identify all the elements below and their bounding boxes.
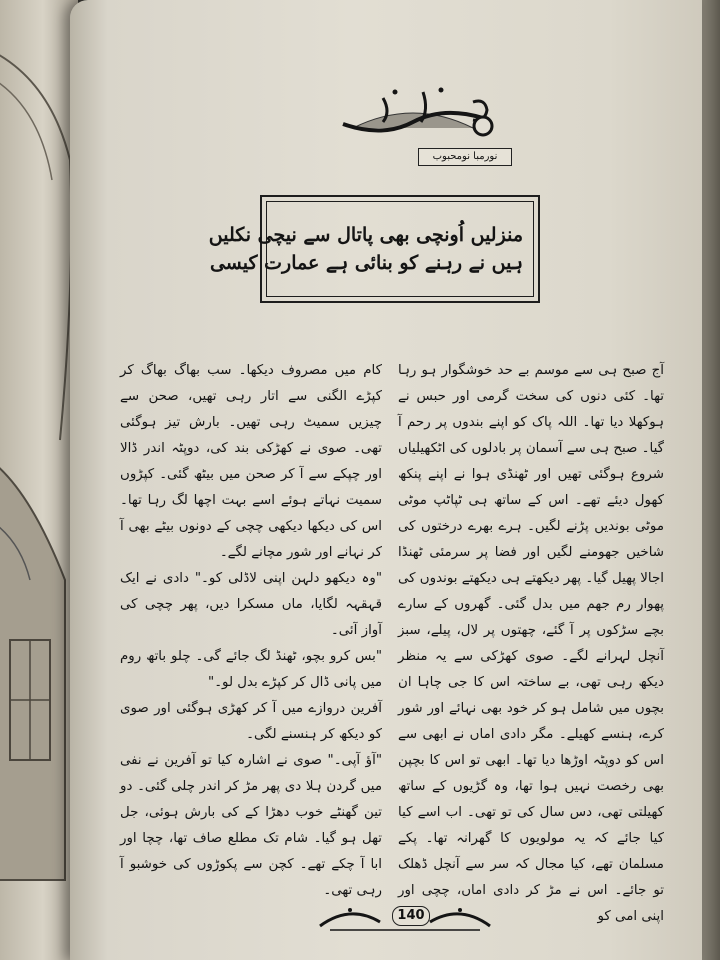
text-column-left [120,358,382,904]
text-column-right [398,358,664,930]
verse-line-2: ہیں نے رہنے کو بنائی ہے عمارت کیسی [209,252,523,274]
illustration-fragment [0,20,78,900]
paragraph: آفرین دروازے میں آ کر کھڑی ہوگئی اور صوی کو دیکھ کر ہنسنے لگی۔ [120,701,382,742]
magazine-page [70,0,702,960]
verse-inner-frame [208,201,534,297]
title-calligraphy-logo [323,78,503,148]
paragraph: "آؤ آپی۔" صوی نے اشارہ کیا تو آفرین نے نفی میں گردن ہلا دی پھر مڑ کر اندر چلی گئی۔ دو تین گھنٹے خوب دھڑا کے کی بارش ہوئی، جل تھل ہو گیا۔ شام تک مطلع صاف تھا، چچا اور ابا آ چکے تھے۔ کچن سے پکوڑوں کی خوشبو آ رہی تھی۔ [120,753,382,898]
paragraph: "وہ دیکھو دلہن اپنی لاڈلی کو۔" دادی نے ایک قہقہہ لگایا، ماں مسکرا دیں، پھر چچی کی آواز آئی۔ [120,571,382,638]
left-page-edge [0,0,78,960]
author-name: نورمبا نومحبوب [418,148,512,166]
verse-box [208,195,540,303]
paragraph: آج صبح ہی سے موسم بے حد خوشگوار ہو رہا تھا۔ کئی دنوں کی سخت گرمی اور حبس نے ہوکھلا دیا تھا۔ اللہ پاک کو اپنے بندوں پر رحم آ گیا۔ صبح ہی سے آسمان پر بادلوں کی اٹکھیلیاں شروع ہوگئی تھیں اور ٹھنڈی ہوا نے اپنے پنکھ کھول دیئے تھے۔ اس کے ساتھ ہی ٹپاٹپ موٹی موٹی بوندیں پڑنے لگیں۔ ہرے بھرے درختوں کی شاخیں جھومنے لگیں اور فضا پر سرمئی ٹھنڈا اجالا پھیل گیا۔ پھر دیکھتے ہی دیکھتے بوندوں کی پھوار رم جھم میں بدل گئی۔ گھروں کے سارے بچے سڑکوں پر آ گئے، چھتوں پر لال، پیلے، سبز آنچل لہرانے لگے۔ صوی کھڑکی سے یہ منظر دیکھ رہی تھی، بے ساختہ اس کا جی چاہا ان بچوں میں شامل ہو کر خود بھی نہائے اور شور کرے، ہنسے کھیلے۔ مگر دادی اماں نے ابھی سے اس کو دوپٹہ اوڑھا دیا تھا۔ ابھی تو اس کا بچپن بھی رخصت نہیں ہوا تھا، وہ گڑیوں کے ساتھ کھیلتی تھی، دس سال کی تو تھی۔ اب اسے کیا کیا جائے کہ یہ مولویوں کا گھرانہ تھا۔ پکے مسلمان تھے، کیا مجال کہ سر سے آنچل ڈھلک تو جائے۔ اس نے مڑ کر دادی اماں، چچی اور اپنی امی کو [397,363,664,924]
paragraph: "بس کرو بچو، ٹھنڈ لگ جائے گی۔ چلو باتھ روم میں پانی ڈال کر کپڑے بدل لو۔" [120,649,382,690]
verse-line-1: منزلیں اُونچی بھی پاتال سے نیچی نکلیں [208,224,523,246]
page-number: 140 [392,906,430,926]
paragraph: کام میں مصروف دیکھا۔ سب بھاگ بھاگ کر کپڑے الگنی سے اتار رہی تھیں، صحن سے چیزیں سمیٹ رہی تھیں۔ بارش تیز ہوگئی تھی۔ صوی نے کھڑکی بند کی، دوپٹہ اندر ڈالا اور چپکے سے آ کر صحن میں بیٹھ گئی۔ کپڑوں سمیت نہاتے ہوئے اسے بہت اچھا لگ رہا تھا۔ اس کی دیکھا دیکھی چچی کے دونوں بیٹے بھی آ کر نہانے اور شور مچانے لگے۔ [120,363,382,560]
